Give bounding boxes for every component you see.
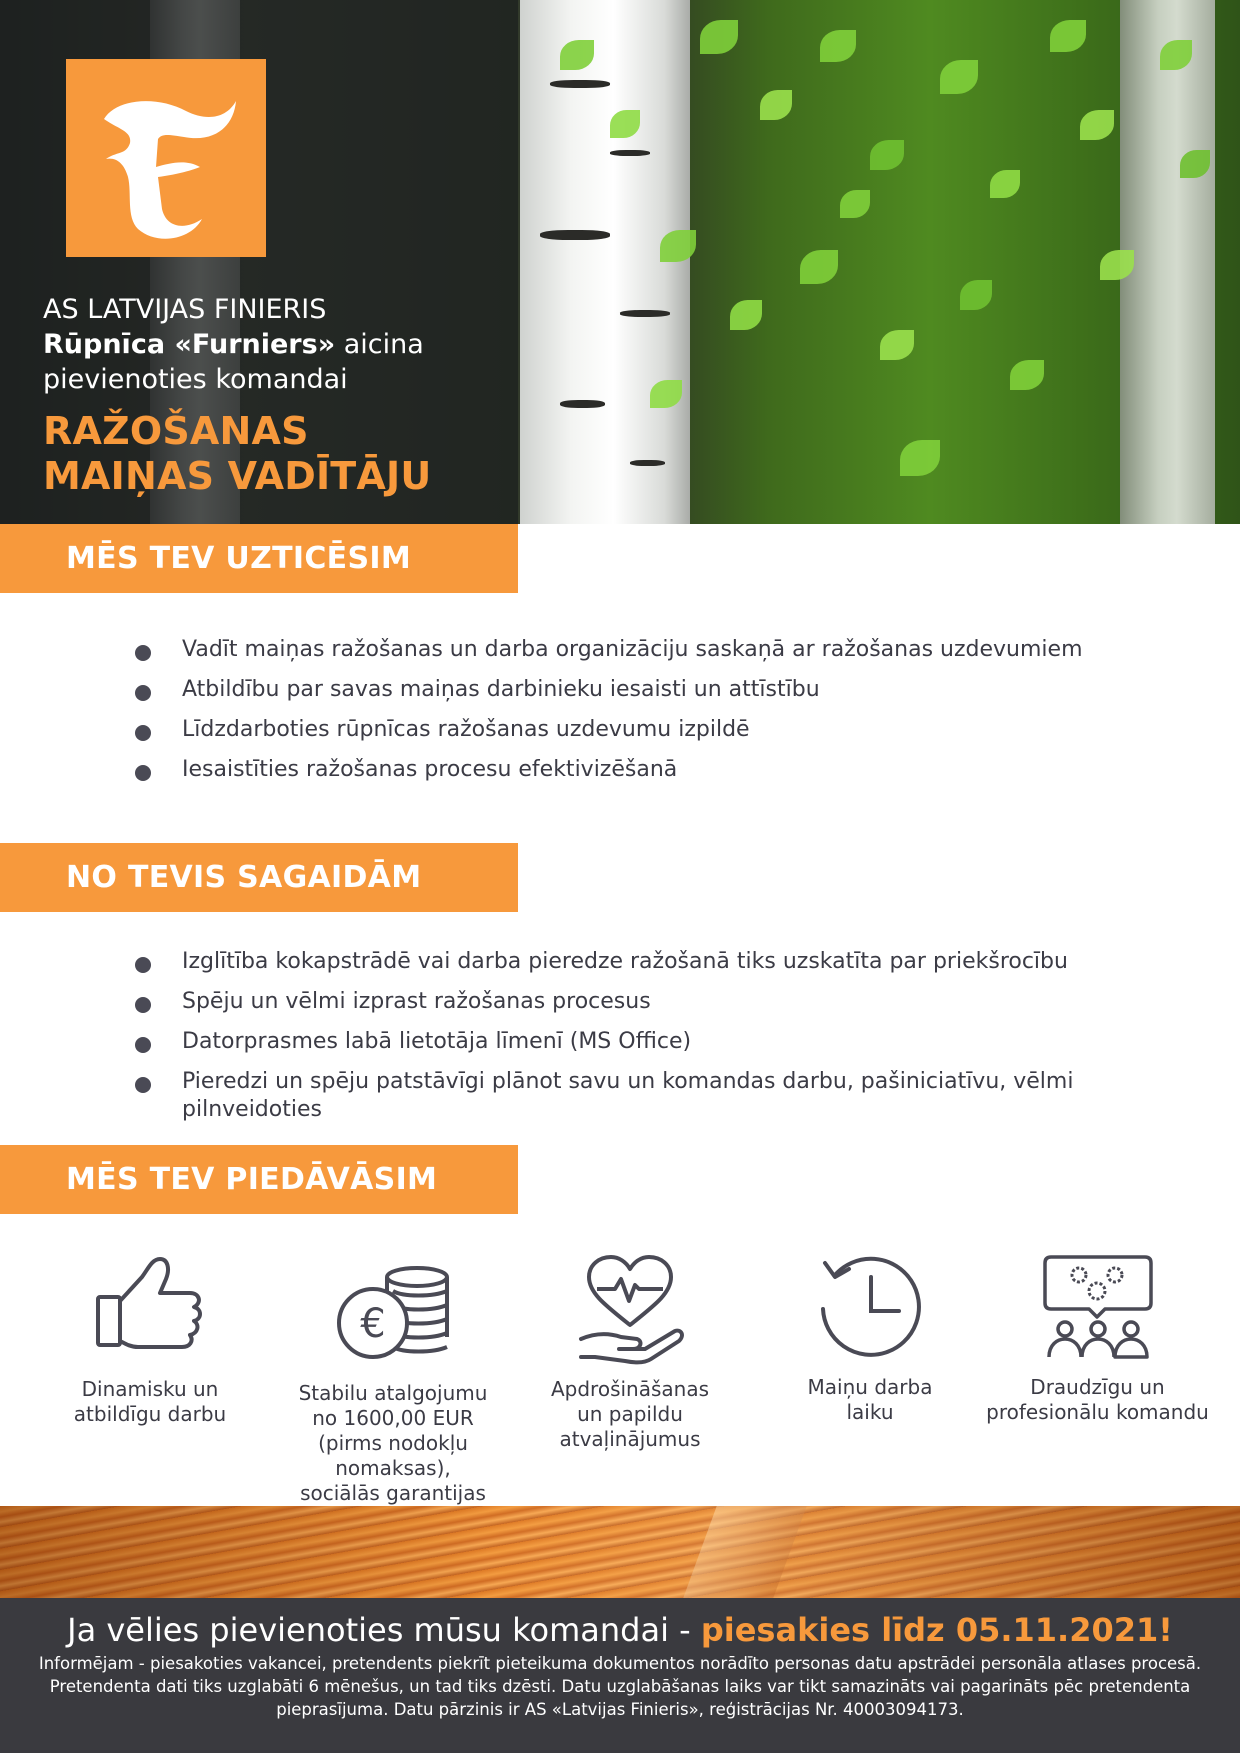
invite-suffix: aicina xyxy=(335,329,424,360)
job-title xyxy=(43,409,513,499)
hero-banner xyxy=(0,0,1240,524)
company-logo xyxy=(66,59,266,257)
bullet-icon xyxy=(135,1037,151,1053)
list-item: Vadīt maiņas ražošanas un darba organizāciju saskaņā ar ražošanas uzdevumiem xyxy=(135,636,1095,664)
bullet-icon xyxy=(135,645,151,661)
list-item: Izglītība kokapstrādē vai darba pieredze ražošanā tiks uzskatīta par priekšrocību xyxy=(135,948,1095,976)
thumbs-up-icon xyxy=(90,1255,210,1355)
svg-text:€: € xyxy=(360,1301,386,1347)
privacy-disclaimer: Informējam - piesakoties vakancei, pretendents piekrīt pieteikuma dokumentos norādīto personas datu apstrādei personāla atlases procesā. Pretendenta dati tiks uzglabāti 6 mēnešus, un tad tiks dzēsti. Datu uzglabāšanas laiks var tikt samazināts vai pagarināts pēc pretendenta pieprasījuma. Datu pārzinis ir AS «Latvijas Finieris», reģistrācijas Nr. 40003094173. xyxy=(38,1654,1202,1719)
section-title: MĒS TEV PIEDĀVĀSIM xyxy=(66,1162,438,1197)
section-title: NO TEVIS SAGAIDĀM xyxy=(66,860,422,895)
bullet-icon xyxy=(135,725,151,741)
job-title-line-2: MAIŅAS VADĪTĀJU xyxy=(43,454,432,498)
invite-line-2: pievienoties komandai xyxy=(43,364,348,395)
footer xyxy=(0,1598,1240,1753)
company-name: AS LATVIJAS FINIERIS xyxy=(43,294,327,325)
list-item: Datorprasmes labā lietotāja līmenī (MS Office) xyxy=(135,1028,1095,1056)
cta-deadline: piesakies līdz 05.11.2021! xyxy=(700,1611,1173,1649)
hero-headline xyxy=(43,292,513,499)
call-to-action xyxy=(0,1610,1240,1650)
birch-trunk-right xyxy=(1120,0,1215,524)
factory-name: Rūpnīca «Furniers» xyxy=(43,329,336,360)
list-item: Spēju un vēlmi izprast ražošanas procesus xyxy=(135,988,1095,1016)
requirements-list xyxy=(135,948,1095,1124)
section-header-responsibilities xyxy=(0,524,518,593)
benefit-team xyxy=(975,1253,1220,1425)
heart-hand-icon xyxy=(575,1253,685,1365)
job-title-line-1: RAŽOŠANAS xyxy=(43,409,309,453)
responsibilities-list xyxy=(135,636,1095,784)
bullet-icon xyxy=(135,765,151,781)
cta-prefix: Ja vēlies pievienoties mūsu komandai - xyxy=(67,1611,701,1649)
bullet-icon xyxy=(135,957,151,973)
section-title: MĒS TEV UZTICĒSIM xyxy=(66,541,411,576)
benefit-insurance xyxy=(520,1253,740,1452)
section-header-offer xyxy=(0,1145,518,1214)
benefit-salary xyxy=(282,1265,504,1506)
list-item: Pieredzi un spēju patstāvīgi plānot savu un komandas darbu, pašiniciatīvu, vēlmi pilnveidoties xyxy=(135,1068,1075,1124)
list-item: Līdzdarboties rūpnīcas ražošanas uzdevumu izpildē xyxy=(135,716,1095,744)
plywood-texture-banner xyxy=(0,1506,1240,1598)
team-gears-icon xyxy=(1043,1253,1153,1359)
letter-f-logo-icon xyxy=(66,59,266,257)
benefit-label: Dinamisku un atbildīgu darbu xyxy=(73,1377,227,1426)
benefit-label: Maiņu darba laiku xyxy=(807,1375,933,1424)
bullet-icon xyxy=(135,997,151,1013)
bullet-icon xyxy=(135,1077,151,1093)
invite-line xyxy=(43,327,513,362)
benefit-shift-hours xyxy=(760,1253,980,1425)
list-item: Iesaistīties ražošanas procesu efektivizēšanā xyxy=(135,756,1095,784)
clock-icon xyxy=(815,1253,925,1359)
benefit-label: Stabilu atalgojumu no 1600,00 EUR (pirms nodokļu nomaksas), sociālās garantijas xyxy=(298,1381,488,1505)
birch-trunk-center xyxy=(520,0,690,524)
list-item: Atbildību par savas maiņas darbinieku iesaisti un attīstību xyxy=(135,676,1095,704)
section-header-requirements xyxy=(0,843,518,912)
benefit-label: Apdrošināšanas un papildu atvaļinājumus xyxy=(550,1377,710,1451)
benefit-label: Draudzīgu un profesionālu komandu xyxy=(986,1375,1209,1424)
euro-coins-icon xyxy=(333,1265,453,1361)
benefit-dynamic-work xyxy=(40,1255,260,1427)
bullet-icon xyxy=(135,685,151,701)
